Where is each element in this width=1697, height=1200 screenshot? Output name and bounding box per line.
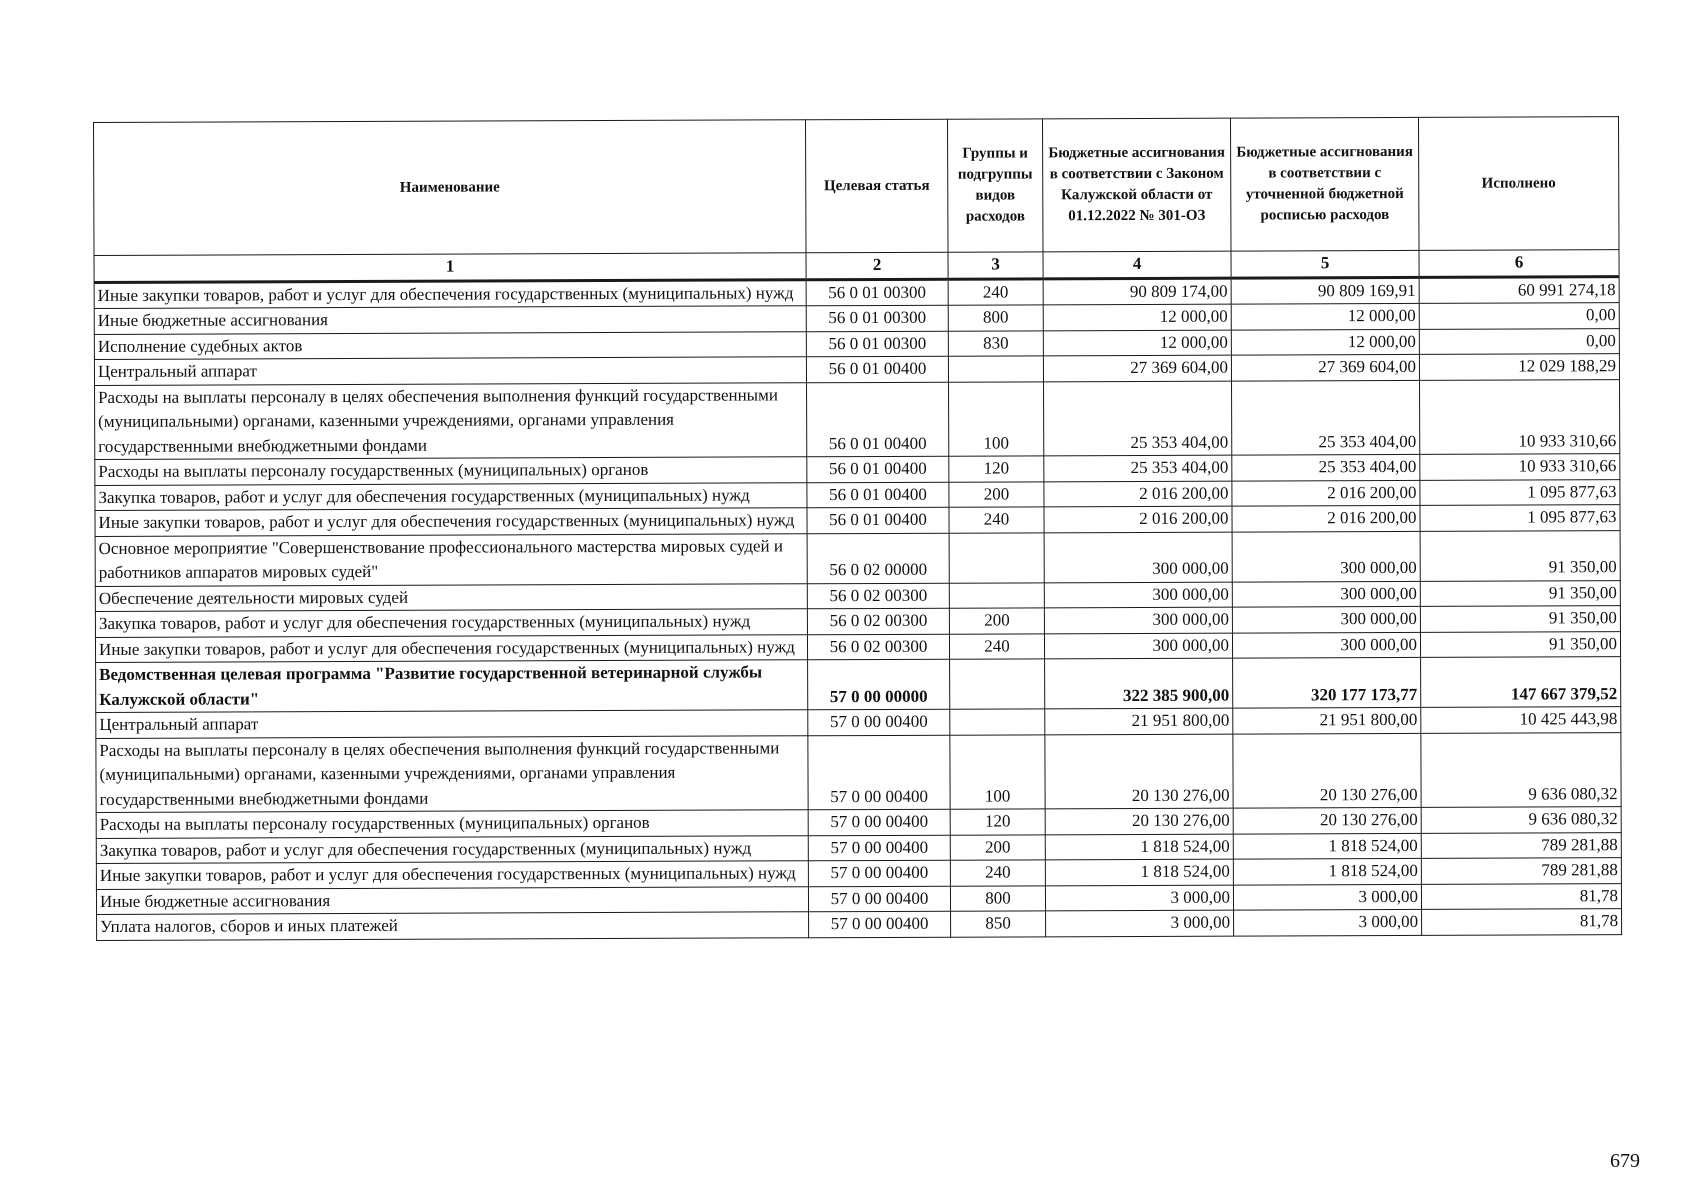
expense-group (950, 659, 1045, 709)
refined-allocation: 20 130 276,00 (1233, 733, 1421, 808)
executed-amount: 0,00 (1419, 303, 1619, 329)
target-article: 56 0 01 00300 (806, 279, 948, 306)
law-allocation: 3 000,00 (1045, 885, 1233, 911)
executed-amount: 10 425 443,98 (1421, 707, 1621, 733)
law-allocation: 12 000,00 (1043, 330, 1231, 356)
table-row (96, 732, 1621, 812)
expense-group: 120 (949, 456, 1044, 482)
executed-amount: 60 991 274,18 (1419, 276, 1619, 303)
table-row (96, 657, 1621, 713)
row-name: Иные закупки товаров, работ и услуг для обеспечения государственных (муниципальных) нужд (95, 508, 807, 536)
executed-amount: 0,00 (1419, 328, 1619, 354)
expense-group: 850 (951, 911, 1046, 937)
executed-amount: 91 350,00 (1420, 580, 1620, 606)
law-allocation: 300 000,00 (1044, 582, 1232, 608)
law-allocation: 1 818 524,00 (1045, 859, 1233, 885)
target-article: 57 0 00 00400 (808, 709, 950, 735)
executed-amount: 10 933 310,66 (1420, 454, 1620, 480)
refined-allocation: 1 818 524,00 (1233, 833, 1421, 859)
target-article: 56 0 02 00300 (807, 608, 949, 634)
law-allocation: 90 809 174,00 (1043, 278, 1231, 305)
expense-group: 200 (949, 608, 1044, 634)
row-name: Ведомственная целевая программа "Развитие государственной ветеринарной службы Калужской области" (96, 660, 808, 713)
row-name: Основное мероприятие "Совершенствование профессионального мастерства мировых судей и работников аппаратов мировых судей" (95, 533, 807, 586)
refined-allocation: 2 016 200,00 (1232, 480, 1420, 506)
header-group: Группы и подгруппы видов расходов (947, 119, 1043, 252)
header-executed: Исполнено (1418, 117, 1619, 251)
budget-table (93, 116, 1622, 940)
law-allocation: 300 000,00 (1044, 607, 1232, 633)
target-article: 57 0 00 00400 (809, 911, 951, 937)
header-name: Наименование (94, 120, 807, 256)
row-name: Иные бюджетные ассигнования (94, 306, 806, 334)
page-number: 679 (1610, 1150, 1640, 1172)
refined-allocation: 300 000,00 (1232, 632, 1420, 658)
row-name: Закупка товаров, работ и услуг для обеспечения государственных (муниципальных) нужд (95, 609, 807, 637)
expense-group: 200 (950, 834, 1045, 860)
row-name: Расходы на выплаты персоналу государственных (муниципальных) органов (95, 457, 807, 485)
refined-allocation: 12 000,00 (1231, 329, 1419, 355)
executed-amount: 1 095 877,63 (1420, 479, 1620, 505)
law-allocation: 322 385 900,00 (1045, 658, 1233, 709)
refined-allocation: 300 000,00 (1232, 531, 1420, 582)
executed-amount: 91 350,00 (1420, 530, 1620, 581)
refined-allocation: 1 818 524,00 (1233, 858, 1421, 884)
target-article: 56 0 01 00400 (807, 382, 949, 457)
refined-allocation: 27 369 604,00 (1231, 354, 1419, 380)
law-allocation: 1 818 524,00 (1045, 834, 1233, 860)
expense-group: 800 (950, 885, 1045, 911)
row-name: Обеспечение деятельности мировых судей (95, 583, 807, 611)
target-article: 57 0 00 00400 (808, 835, 950, 861)
executed-amount: 12 029 188,29 (1419, 354, 1619, 380)
header-law-allocation: Бюджетные ассигнования в соответствии с Законом Калужской области от 01.12.2022 № 301-ОЗ (1042, 118, 1231, 252)
law-allocation: 27 369 604,00 (1043, 355, 1231, 381)
target-article: 56 0 01 00400 (806, 356, 948, 382)
executed-amount: 9 636 080,32 (1421, 732, 1621, 807)
row-name: Исполнение судебных актов (94, 331, 806, 359)
executed-amount: 9 636 080,32 (1421, 807, 1621, 833)
law-allocation: 25 353 404,00 (1044, 381, 1232, 456)
executed-amount: 1 095 877,63 (1420, 505, 1620, 531)
row-name: Центральный аппарат (94, 357, 806, 385)
law-allocation: 12 000,00 (1043, 304, 1231, 330)
refined-allocation: 3 000,00 (1234, 909, 1422, 935)
law-allocation: 25 353 404,00 (1044, 455, 1232, 481)
refined-allocation: 300 000,00 (1232, 581, 1420, 607)
executed-amount: 10 933 310,66 (1420, 379, 1620, 454)
row-name: Центральный аппарат (96, 710, 808, 738)
target-article: 56 0 01 00400 (807, 456, 949, 482)
row-name: Иные бюджетные ассигнования (96, 886, 808, 914)
column-number: 1 (94, 253, 806, 282)
law-allocation: 2 016 200,00 (1044, 506, 1232, 532)
law-allocation: 3 000,00 (1046, 910, 1234, 936)
row-name: Иные закупки товаров, работ и услуг для обеспечения государственных (муниципальных) нужд (95, 634, 807, 662)
law-allocation: 300 000,00 (1044, 633, 1232, 659)
column-number: 4 (1043, 251, 1231, 278)
refined-allocation: 12 000,00 (1231, 303, 1419, 329)
target-article: 56 0 02 00300 (807, 634, 949, 660)
refined-allocation: 320 177 173,77 (1233, 657, 1421, 708)
law-allocation: 21 951 800,00 (1045, 708, 1233, 734)
expense-group: 200 (949, 481, 1044, 507)
target-article: 57 0 00 00400 (808, 809, 950, 835)
executed-amount: 81,78 (1421, 883, 1621, 909)
row-name: Расходы на выплаты персоналу государственных (муниципальных) органов (96, 810, 808, 838)
target-article: 57 0 00 00400 (808, 886, 950, 912)
expense-group (949, 582, 1044, 608)
header-code: Целевая статья (805, 119, 948, 253)
target-article: 57 0 00 00400 (808, 860, 950, 886)
target-article: 56 0 02 00000 (807, 533, 949, 584)
law-allocation: 20 130 276,00 (1045, 808, 1233, 834)
refined-allocation: 25 353 404,00 (1232, 454, 1420, 480)
expense-group (949, 532, 1044, 582)
executed-amount: 81,78 (1422, 909, 1622, 935)
law-allocation: 300 000,00 (1044, 532, 1232, 583)
expense-group: 800 (948, 305, 1043, 331)
expense-group: 240 (949, 507, 1044, 533)
expense-group: 830 (948, 330, 1043, 356)
row-name: Иные закупки товаров, работ и услуг для обеспечения государственных (муниципальных) нужд (96, 861, 808, 889)
row-name: Расходы на выплаты персоналу в целях обеспечения выполнения функций государственными (муниципальными) органами, казенными учреждениями, органами управления государственными внебюджетными фондами (95, 382, 807, 459)
table-row (97, 909, 1622, 940)
row-name: Закупка товаров, работ и услуг для обеспечения государственных (муниципальных) нужд (95, 482, 807, 510)
table-row (95, 379, 1620, 459)
table-body (94, 276, 1622, 940)
executed-amount: 91 350,00 (1420, 606, 1620, 632)
expense-group: 240 (949, 633, 1044, 659)
target-article: 57 0 00 00400 (808, 735, 950, 810)
refined-allocation: 90 809 169,91 (1231, 277, 1419, 304)
executed-amount: 789 281,88 (1421, 858, 1621, 884)
law-allocation: 20 130 276,00 (1045, 734, 1233, 809)
refined-allocation: 25 353 404,00 (1232, 380, 1420, 455)
target-article: 56 0 01 00400 (807, 482, 949, 508)
refined-allocation: 2 016 200,00 (1232, 505, 1420, 531)
row-name: Расходы на выплаты персоналу в целях обеспечения выполнения функций государственными (муниципальными) органами, казенными учреждениями, органами управления государственными внебюджетными фондами (96, 735, 808, 812)
expense-group: 240 (948, 278, 1043, 305)
executed-amount: 147 667 379,52 (1421, 657, 1621, 708)
target-article: 57 0 00 00000 (808, 659, 950, 710)
column-number: 5 (1231, 250, 1419, 277)
refined-allocation: 3 000,00 (1233, 884, 1421, 910)
header-refined-allocation: Бюджетные ассигнования в соответствии с уточненной бюджетной росписью расходов (1230, 117, 1419, 251)
header-row (94, 117, 1619, 256)
target-article: 56 0 02 00300 (807, 583, 949, 609)
column-number: 6 (1419, 250, 1619, 277)
expense-group: 100 (950, 734, 1045, 809)
expense-group (950, 709, 1045, 735)
target-article: 56 0 01 00300 (806, 331, 948, 357)
expense-group: 100 (949, 381, 1044, 456)
row-name: Уплата налогов, сборов и иных платежей (97, 912, 809, 940)
target-article: 56 0 01 00300 (806, 305, 948, 331)
law-allocation: 2 016 200,00 (1044, 481, 1232, 507)
table-row (95, 530, 1620, 586)
target-article: 56 0 01 00400 (807, 507, 949, 533)
column-number: 3 (948, 252, 1043, 279)
expense-group: 120 (950, 809, 1045, 835)
row-name: Иные закупки товаров, работ и услуг для обеспечения государственных (муниципальных) нужд (94, 279, 806, 308)
refined-allocation: 20 130 276,00 (1233, 807, 1421, 833)
expense-group (948, 356, 1043, 382)
refined-allocation: 300 000,00 (1232, 606, 1420, 632)
column-number: 2 (806, 252, 948, 279)
row-name: Закупка товаров, работ и услуг для обеспечения государственных (муниципальных) нужд (96, 835, 808, 863)
expense-group: 240 (950, 860, 1045, 886)
executed-amount: 91 350,00 (1420, 631, 1620, 657)
refined-allocation: 21 951 800,00 (1233, 707, 1421, 733)
executed-amount: 789 281,88 (1421, 832, 1621, 858)
